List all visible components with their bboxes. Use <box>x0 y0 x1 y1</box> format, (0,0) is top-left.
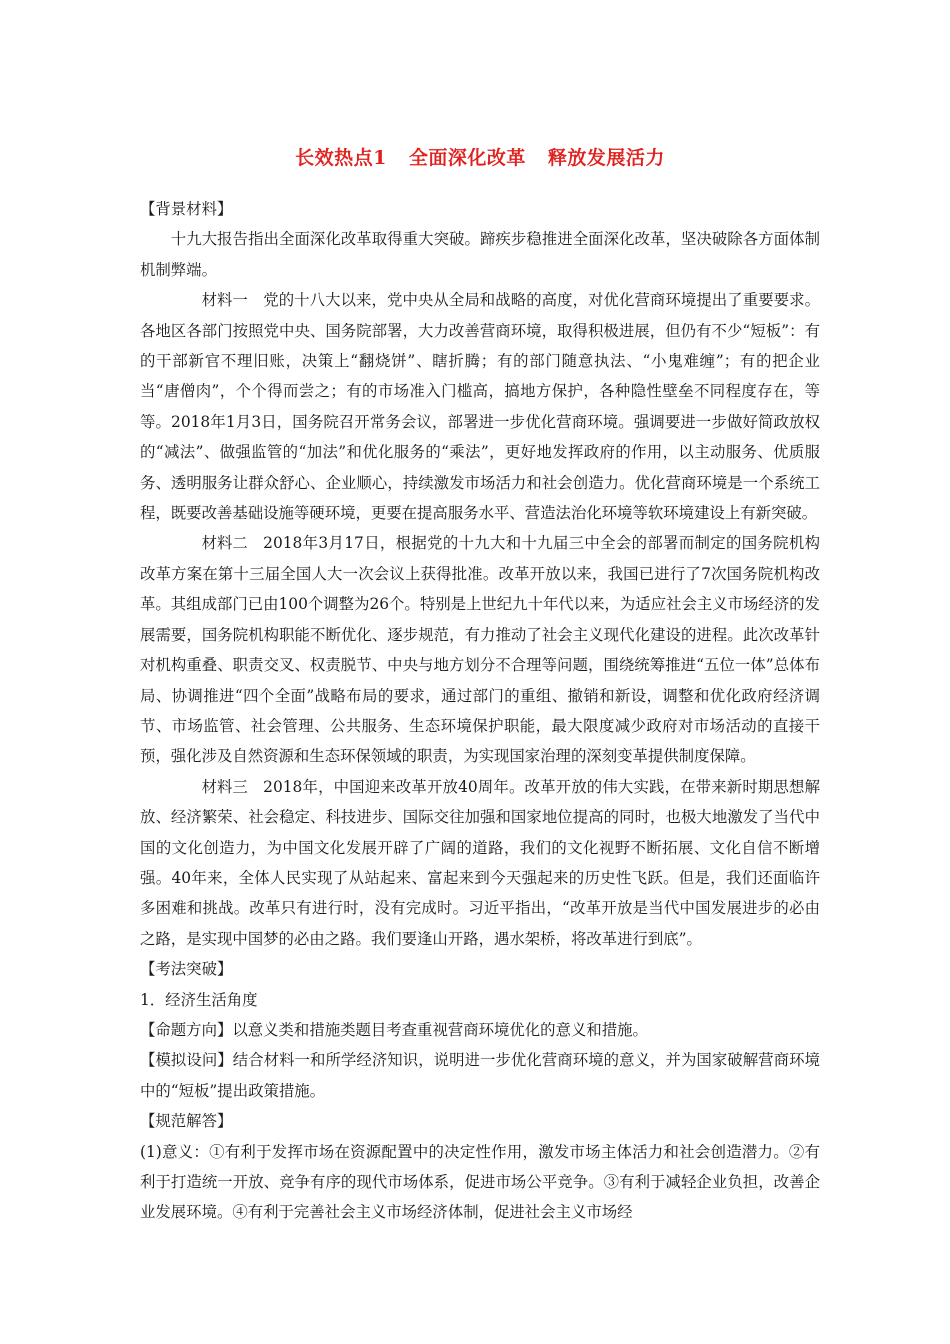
material-3-label: 材料三 <box>201 777 248 796</box>
material-2 <box>140 528 820 771</box>
question-label: 【模拟设问】 <box>140 1051 233 1070</box>
direction-paragraph <box>140 1015 820 1045</box>
question-paragraph <box>140 1045 820 1106</box>
document-page <box>140 140 820 1228</box>
material-1-label: 材料一 <box>201 291 248 310</box>
breakthrough-heading: 【考法突破】 <box>140 960 233 979</box>
page-title <box>140 140 820 176</box>
answer-label: 【规范解答】 <box>140 1112 233 1131</box>
material-1 <box>140 285 820 528</box>
answer-text: (1)意义：①有利于发挥市场在资源配置中的决定性作用，激发市场主体活力和社会创造潜力。②有利于打造统一开放、竞争有序的现代市场体系，促进市场公平竞争。③有利于减轻企业负担，改善企业发展环境。④有利于完善社会主义市场经济体制，促进社会主义市场经 <box>140 1142 820 1222</box>
material-3 <box>140 772 820 954</box>
material-3-text: 2018年，中国迎来改革开放40周年。改革开放的伟大实践，在带来新时期思想解放、经济繁荣、社会稳定、科技进步、国际交往加强和国家地位提高的同时，也极大地激发了当代中国的文化创造力，为中国文化发展开辟了广阔的道路，我们的文化视野不断拓展、文化自信不断增强。40年来，全体人民实现了从站起来、富起来到今天强起来的历史性飞跃。但是，我们还面临许多困难和挑战。改革只有进行时，没有完成时。习近平指出，“改革开放是当代中国发展进步的必由之路，是实现中国梦的必由之路。我们要逢山开路，遇水架桥，将改革进行到底”。 <box>140 777 820 948</box>
material-2-text: 2018年3月17日，根据党的十九大和十九届三中全会的部署而制定的国务院机构改革方案在第十三届全国人大一次会议上获得批准。改革开放以来，我国已进行了7次国务院机构改革。其组成部门已由100个调整为26个。特别是上世纪九十年代以来，为适应社会主义市场经济的发展需要，国务院机构职能不断优化、逐步规范，有力推动了社会主义现代化建设的进程。此次改革针对机构重叠、职责交叉、权责脱节、中央与地方划分不合理等问题，围绕统筹推进“五位一体”总体布局、协调推进“四个全面”战略布局的要求，通过部门的重组、撤销和新设，调整和优化政府经济调节、市场监管、社会管理、公共服务、生态环境保护职能，最大限度减少政府对市场活动的直接干预，强化涉及自然资源和生态环保领域的职责，为实现国家治理的深刻变革提供制度保障。 <box>140 534 820 766</box>
background-section <box>140 194 820 954</box>
background-heading: 【背景材料】 <box>140 200 233 218</box>
direction-text: 以意义类和措施类题目考查重视营商环境优化的意义和措施。 <box>232 1020 648 1039</box>
breakthrough-section <box>140 954 820 1228</box>
title-part-2: 全面深化改革 <box>408 147 526 169</box>
title-part-3: 释放发展活力 <box>547 147 665 169</box>
background-intro: 十九大报告指出全面深化改革取得重大突破。蹄疾步稳推进全面深化改革，坚决破除各方面体制机制弊端。 <box>140 230 820 279</box>
section-1-heading: 1．经济生活角度 <box>140 990 258 1009</box>
direction-label: 【命题方向】 <box>140 1020 233 1039</box>
title-part-1: 长效热点1 <box>295 147 387 169</box>
material-1-text: 党的十八大以来，党中央从全局和战略的高度，对优化营商环境提出了重要要求。各地区各部门按照党中央、国务院部署，大力改善营商环境，取得积极进展，但仍有不少“短板”：有的干部新官不理旧账，决策上“翻烧饼”、瞎折腾；有的部门随意执法、“小鬼难缠”；有的把企业当“唐僧肉”，个个得而尝之；有的市场准入门槛高，搞地方保护，各种隐性壁垒不同程度存在，等等。2018年1月3日，国务院召开常务会议，部署进一步优化营商环境。强调要进一步做好简政放权的“减法”、做强监管的“加法”和优化服务的“乘法”，更好地发挥政府的作用，以主动服务、优质服务、透明服务让群众舒心、企业顺心，持续激发市场活力和社会创造力。优化营商环境是一个系统工程，既要改善基础设施等硬环境，更要在提高服务水平、营造法治化环境等软环境建设上有新突破。 <box>140 291 820 523</box>
question-text: 结合材料一和所学经济知识，说明进一步优化营商环境的意义，并为国家破解营商环境中的“短板”提出政策措施。 <box>140 1051 820 1100</box>
material-2-label: 材料二 <box>201 534 248 553</box>
